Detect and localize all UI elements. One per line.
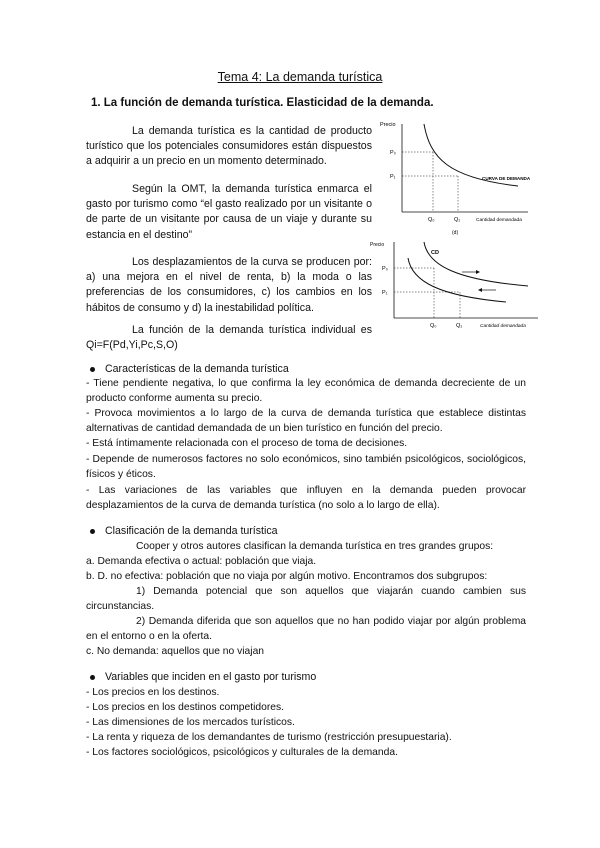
figure2-p0-label: P₀	[382, 266, 388, 272]
paragraph-omt: Según la OMT, la demanda turística enmarca el gasto por turismo como “el gasto realizado por un visitante o de parte de un visitante por causa de un viaje y durante su estancia en el destino”	[86, 183, 372, 241]
paragraph-desplazamientos: Los desplazamientos de la curva se producen por: a) una mejora en el nivel de renta, b) la moda o las preferencias de los consumidores, c) los cambios en los hábitos de consumo y d) la inestabilidad política.	[86, 256, 372, 314]
bullet-dot-icon	[90, 367, 95, 372]
variable-line: - La renta y riqueza de los demandantes de turismo (restricción presupuestaria).	[86, 732, 452, 743]
figure2-left-arrow-icon	[478, 288, 482, 292]
paragraph-definition: La demanda turística es la cantidad de producto turístico que los potenciales consumidores están dispuestos a adquirir a un precio en un momento determinado.	[86, 125, 372, 168]
clasificacion-a: a. Demanda efectiva o actual: población que viaja.	[86, 556, 317, 567]
caracteristica-line: - Las variaciones de las variables que influyen en la demanda pueden provocar desplazamientos de la curva de demanda turística (no solo a lo largo de ella).	[86, 485, 526, 511]
figure2-y-label: Precio	[370, 242, 385, 248]
demand-shift-figure	[368, 228, 548, 334]
variable-line: - Los factores sociológicos, psicológicos y culturales de la demanda.	[86, 747, 398, 758]
clasificacion-b: b. D. no efectiva: población que no viaja por algún motivo. Encontramos dos subgrupos:	[86, 571, 488, 582]
caracteristicas-heading: Características de la demanda turística	[105, 363, 289, 375]
figure2-tag: (d)	[452, 230, 459, 236]
paragraph-funcion: La función de la demanda turística individual es Qi=F(Pd,Yi,Pc,S,O)	[86, 324, 372, 352]
clasificacion-c: c. No demanda: aquellos que no viajan	[86, 646, 265, 657]
bullet-dot-icon	[90, 675, 95, 680]
figure2-demand-curve-new	[424, 242, 528, 286]
page-title: Tema 4: La demanda turística	[217, 70, 383, 84]
figure2-q0-label: Q₀	[430, 323, 437, 329]
bullet-dot-icon	[90, 529, 95, 534]
variable-line: - Las dimensiones de los mercados turísticos.	[86, 717, 295, 728]
figure2-q1-label: Q₁	[456, 323, 463, 329]
figure2-right-arrow-icon	[476, 270, 480, 274]
caracteristica-line: - Está íntimamente relacionada con el proceso de toma de decisiones.	[86, 438, 408, 449]
clasificacion-intro: Cooper y otros autores clasifican la demanda turística en tres grandes grupos:	[136, 541, 494, 552]
bullet-clasificacion	[90, 525, 278, 537]
figure2-x-label: Cantidad demandada	[480, 324, 526, 329]
caracteristica-line: - Provoca movimientos a lo largo de la curva de demanda turística que establece distintas alternativas de cantidad demandada de un bien turístico en función del precio.	[86, 408, 526, 434]
bullet-caracteristicas	[90, 363, 289, 375]
variable-line: - Los precios en los destinos.	[86, 687, 220, 698]
figure2-demand-curve-old	[408, 258, 506, 302]
section-heading: 1. La función de demanda turística. Elasticidad de la demanda.	[91, 97, 434, 109]
figure1-curve-label: CURVA DE DEMANDA	[482, 176, 531, 181]
variables-heading: Variables que inciden en el gasto por turismo	[105, 671, 317, 683]
clasificacion-b2: 2) Demanda diferida que son aquellos que no han podido viajar por algún problema en el entorno o en la oferta.	[86, 616, 526, 642]
clasificacion-b1: 1) Demanda potencial que son aquellos que viajarán cuando cambien sus circunstancias.	[86, 586, 526, 612]
variable-line: - Los precios en los destinos competidores.	[86, 702, 285, 713]
caracteristica-line: - Tiene pendiente negativa, lo que confirma la ley económica de demanda decreciente de un producto conforme aumenta su precio.	[86, 378, 526, 404]
caracteristica-line: - Depende de numerosos factores no solo económicos, sino también psicológicos, sociológicos, físicos y éticos.	[86, 454, 526, 480]
demand-curve-figure	[378, 118, 538, 228]
figure1-p1-label: P₁	[390, 174, 396, 180]
figure2-p1-label: P₁	[382, 290, 388, 296]
figure2-curve-label: CD	[431, 250, 439, 256]
figure1-p0-label: P₀	[390, 150, 396, 156]
figure1-q0-label: Q₀	[428, 217, 435, 223]
bullet-variables	[90, 671, 316, 683]
clasificacion-heading: Clasificación de la demanda turística	[105, 525, 278, 537]
figure1-x-label: Cantidad demandada	[476, 218, 522, 223]
figure1-y-label: Precio	[380, 122, 396, 128]
figure1-q1-label: Q₁	[454, 217, 461, 223]
